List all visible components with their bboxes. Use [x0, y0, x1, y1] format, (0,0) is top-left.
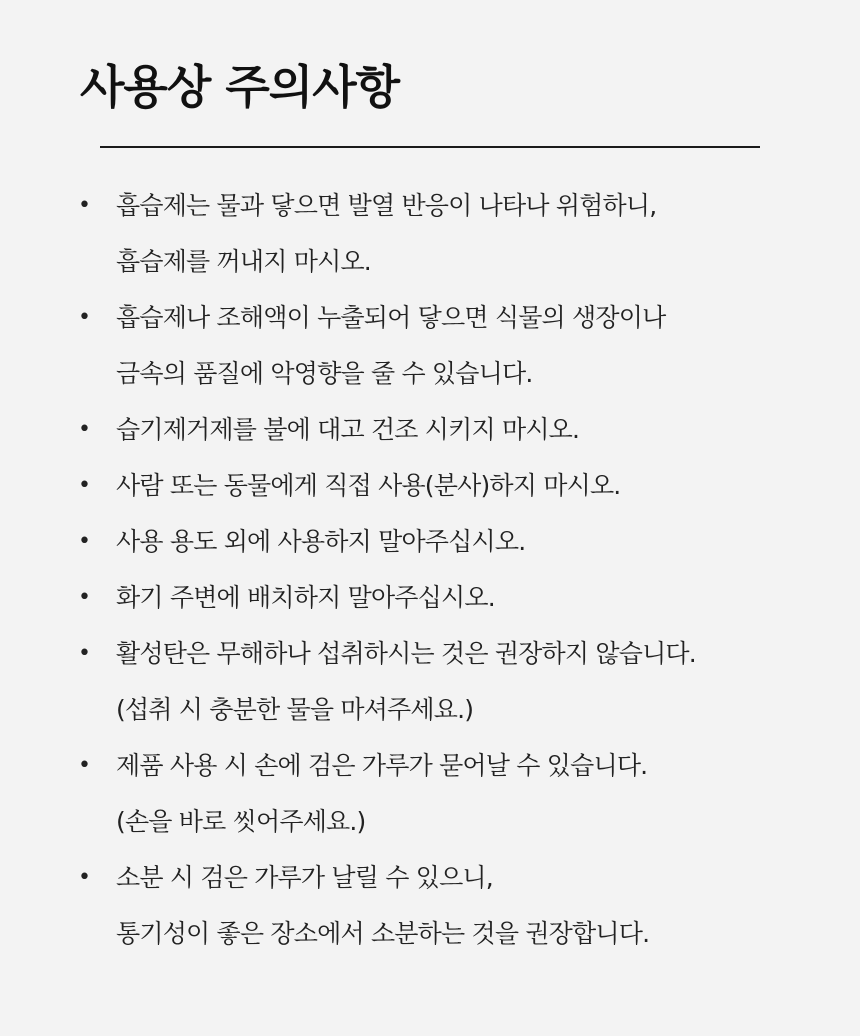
- list-item: [72, 570, 832, 626]
- list-item: [72, 738, 832, 850]
- item-line: 활성탄은 무해하나 섭취하시는 것은 권장하지 않습니다.: [116, 639, 696, 668]
- item-line: 습기제거제를 불에 대고 건조 시키지 마시오.: [116, 415, 580, 444]
- bullet-icon: •: [78, 753, 91, 778]
- item-line: 금속의 품질에 악영향을 줄 수 있습니다.: [116, 359, 533, 388]
- item-line: 통기성이 좋은 장소에서 소분하는 것을 권장합니다.: [116, 919, 650, 948]
- list-item: [72, 850, 832, 962]
- list-item: [72, 458, 832, 514]
- item-line: 사용 용도 외에 사용하지 말아주십시오.: [116, 527, 526, 556]
- caution-list: [72, 178, 832, 962]
- bullet-icon: •: [78, 417, 91, 442]
- list-item: [72, 626, 832, 738]
- title-divider: [100, 146, 760, 148]
- item-line: (손을 바로 씻어주세요.): [116, 807, 366, 836]
- item-line: 흡습제나 조해액이 누출되어 닿으면 식물의 생장이나: [116, 303, 666, 332]
- item-line: 흡습제를 꺼내지 마시오.: [116, 247, 371, 276]
- list-item: [72, 514, 832, 570]
- bullet-icon: •: [78, 641, 91, 666]
- bullet-icon: •: [78, 865, 91, 890]
- item-line: 제품 사용 시 손에 검은 가루가 묻어날 수 있습니다.: [116, 751, 648, 780]
- item-line: (섭취 시 충분한 물을 마셔주세요.): [116, 695, 474, 724]
- item-line: 소분 시 검은 가루가 날릴 수 있으니,: [116, 863, 493, 892]
- bullet-icon: •: [78, 193, 91, 218]
- bullet-icon: •: [78, 529, 91, 554]
- item-line: 사람 또는 동물에게 직접 사용(분사)하지 마시오.: [116, 471, 621, 500]
- bullet-icon: •: [78, 305, 91, 330]
- list-item: [72, 402, 832, 458]
- page-title: 사용상 주의사항: [80, 60, 400, 114]
- list-item: [72, 290, 832, 402]
- item-line: 화기 주변에 배치하지 말아주십시오.: [116, 583, 495, 612]
- list-item: [72, 178, 832, 290]
- bullet-icon: •: [78, 473, 91, 498]
- item-line: 흡습제는 물과 닿으면 발열 반응이 나타나 위험하니,: [116, 191, 657, 220]
- bullet-icon: •: [78, 585, 91, 610]
